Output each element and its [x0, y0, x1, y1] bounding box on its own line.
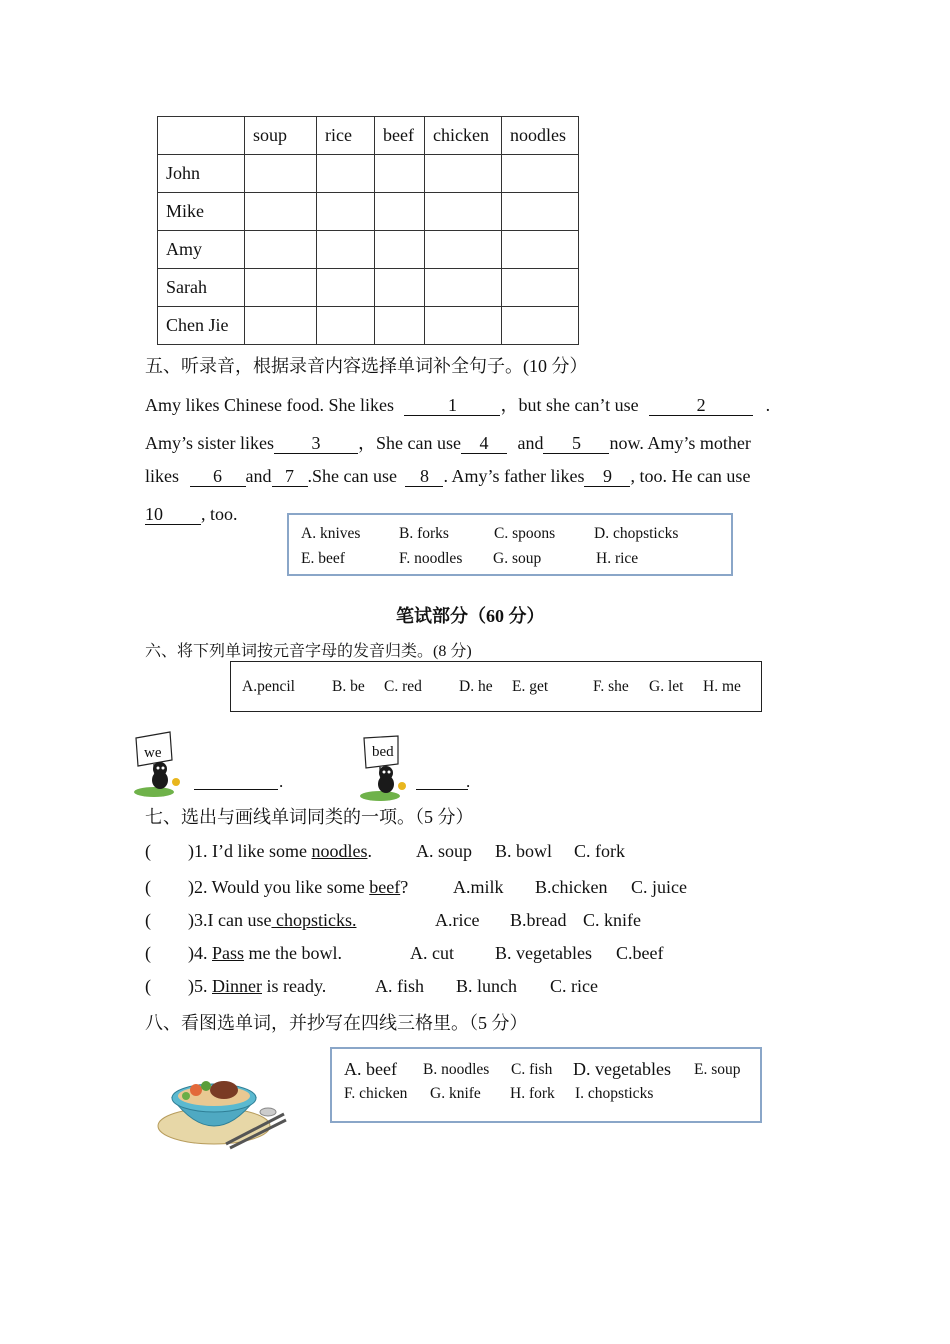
section7-title: 七、选出与画线单词同类的一项。（5 分）	[145, 807, 474, 827]
choice-c[interactable]: C. juice	[631, 877, 687, 897]
q-text	[188, 910, 356, 931]
q-text	[188, 841, 372, 862]
table-cell[interactable]	[502, 307, 579, 345]
table-cell[interactable]	[425, 155, 502, 193]
choice-a[interactable]: A. cut	[410, 943, 454, 963]
choice-b[interactable]: B. vegetables	[495, 943, 592, 963]
text: Amy’s sister likes	[145, 433, 274, 453]
option: C. red	[384, 678, 422, 695]
cat-sign-we	[132, 730, 192, 800]
option: A. knives	[301, 525, 361, 542]
text: me the bowl.	[244, 943, 342, 963]
text: . Amy’s father likes	[443, 466, 585, 486]
table-header-cell: beef	[375, 117, 425, 155]
section5-line1	[145, 391, 770, 417]
paren: (	[145, 910, 151, 930]
section5-options-box	[287, 513, 733, 576]
text: ?	[400, 877, 409, 897]
paren: (	[145, 841, 151, 861]
answer-line-1[interactable]	[194, 773, 278, 790]
blank-2[interactable]: 2	[649, 395, 753, 416]
text: .	[367, 841, 372, 861]
row-label: John	[158, 155, 245, 193]
underlined-word: beef	[369, 877, 401, 897]
text: )3.I can use	[188, 910, 272, 930]
underlined-word: Dinner	[212, 976, 262, 996]
option: B. noodles	[423, 1061, 490, 1078]
option: F. chicken	[344, 1085, 408, 1102]
option: I. chopsticks	[575, 1085, 654, 1102]
table-cell[interactable]	[425, 193, 502, 231]
question-4	[145, 943, 664, 964]
blank-8[interactable]: 8	[405, 466, 443, 487]
choice-b[interactable]: B.chicken	[535, 877, 608, 897]
table-cell[interactable]	[317, 307, 375, 345]
table-row	[158, 155, 579, 193]
table-cell[interactable]	[425, 231, 502, 269]
text: )5.	[188, 976, 212, 996]
question-1	[145, 841, 625, 862]
row-label: Sarah	[158, 269, 245, 307]
cat-holding-sign-icon	[132, 730, 192, 800]
paren: (	[145, 877, 151, 897]
table-header-cell: chicken	[425, 117, 502, 155]
option: E. get	[512, 678, 549, 695]
sign-word-we: we	[144, 745, 162, 761]
paren: (	[145, 943, 151, 963]
table-cell[interactable]	[375, 193, 425, 231]
option: E. soup	[694, 1061, 741, 1078]
table-row	[158, 231, 579, 269]
answer-line-2[interactable]	[416, 772, 471, 791]
option: C. spoons	[494, 525, 556, 542]
table-header-cell: rice	[317, 117, 375, 155]
q-text	[188, 976, 326, 997]
option: D. chopsticks	[594, 525, 679, 542]
text: , too. He can use	[630, 466, 751, 486]
text: Amy likes Chinese food. She likes	[145, 395, 394, 415]
table-row	[158, 193, 579, 231]
option: F. noodles	[399, 550, 463, 567]
option: G. let	[649, 678, 684, 695]
text: .	[765, 395, 771, 415]
section6-title: 六、将下列单词按元音字母的发音归类。(8 分)	[145, 643, 472, 660]
choice-a[interactable]: A.rice	[435, 910, 480, 930]
option: H. me	[703, 678, 741, 695]
text: ，but she can’t use	[500, 395, 639, 415]
text: is ready.	[261, 976, 327, 996]
section5-line3	[145, 466, 750, 487]
table-cell[interactable]	[245, 231, 317, 269]
choice-a[interactable]: A. fish	[375, 976, 424, 996]
table-cell[interactable]	[425, 307, 502, 345]
option: D. he	[459, 678, 493, 695]
text: ，She can use	[358, 433, 461, 453]
noodle-bowl-icon	[156, 1058, 288, 1150]
blank-9[interactable]: 9	[584, 466, 630, 487]
blank-4[interactable]: 4	[461, 433, 507, 454]
table-cell[interactable]	[317, 231, 375, 269]
table-row	[158, 269, 579, 307]
text: .She can use	[307, 466, 397, 486]
section5-line2	[145, 429, 751, 455]
section6-options-box	[230, 661, 762, 712]
underlined-word: chopsticks.	[271, 910, 357, 930]
section8-options-box	[330, 1047, 762, 1123]
text: and	[245, 466, 272, 486]
table-header-cell	[158, 117, 245, 155]
row-label: Mike	[158, 193, 245, 231]
choice-c[interactable]: C. knife	[583, 910, 641, 930]
table-cell[interactable]	[375, 231, 425, 269]
table-cell[interactable]	[502, 155, 579, 193]
text: , too.	[201, 504, 238, 524]
choice-a[interactable]: A.milk	[453, 877, 504, 897]
section5-line4	[145, 504, 238, 525]
text: )4.	[188, 943, 212, 963]
row-label: Chen Jie	[158, 307, 245, 345]
option: B. forks	[399, 525, 449, 542]
choice-c[interactable]: C.beef	[616, 943, 664, 963]
paren: (	[145, 976, 151, 996]
sign-word-bed: bed	[372, 744, 394, 760]
table-cell[interactable]	[502, 269, 579, 307]
blank-7[interactable]: 7	[272, 466, 308, 487]
question-3	[145, 910, 641, 931]
choice-b[interactable]: B. lunch	[456, 976, 517, 996]
question-2	[145, 877, 687, 898]
table-header-row	[158, 117, 579, 155]
underlined-word: noodles	[311, 841, 368, 861]
noodle-bowl-image	[156, 1058, 288, 1150]
text: now. Amy’s mother	[609, 433, 751, 453]
option: E. beef	[301, 550, 345, 567]
section5-title: 五、听录音，根据录音内容选择单词补全句子。(10 分）	[145, 356, 588, 376]
underlined-word: Pass	[212, 943, 245, 963]
table-cell[interactable]	[375, 269, 425, 307]
table-cell[interactable]	[375, 307, 425, 345]
text: likes	[145, 466, 179, 486]
table-cell[interactable]	[245, 193, 317, 231]
table-cell[interactable]	[317, 155, 375, 193]
table-cell[interactable]	[317, 193, 375, 231]
period: .	[279, 772, 284, 791]
blank-10[interactable]: 10	[145, 504, 201, 525]
option: G. knife	[430, 1085, 481, 1102]
row-label: Amy	[158, 231, 245, 269]
table-row	[158, 307, 579, 345]
period: .	[466, 772, 471, 791]
option: H. fork	[510, 1085, 555, 1102]
table-cell[interactable]	[425, 269, 502, 307]
table-cell[interactable]	[245, 307, 317, 345]
option: C. fish	[511, 1061, 553, 1078]
choice-a[interactable]: A. soup	[416, 841, 473, 861]
table-cell[interactable]	[245, 155, 317, 193]
table-header-cell: noodles	[502, 117, 579, 155]
table-cell[interactable]	[317, 269, 375, 307]
section8-title: 八、看图选单词，并抄写在四线三格里。（5 分）	[145, 1013, 528, 1033]
blank-1[interactable]: 1	[404, 395, 500, 416]
choice-c[interactable]: C. fork	[574, 841, 625, 861]
option: F. she	[593, 678, 629, 695]
q-text	[188, 877, 408, 898]
text: )1. I’d like some	[188, 841, 312, 861]
option: D. vegetables	[573, 1059, 671, 1079]
text: )2. Would you like some	[188, 877, 370, 897]
food-table	[157, 116, 579, 345]
choice-c[interactable]: C. rice	[550, 976, 598, 996]
blank-3[interactable]: 3	[274, 433, 358, 454]
choice-b[interactable]: B.bread	[510, 910, 567, 930]
q-text	[188, 943, 342, 964]
option: B. be	[332, 678, 365, 695]
table-cell[interactable]	[502, 231, 579, 269]
table-header-cell: soup	[245, 117, 317, 155]
blank-6[interactable]: 6	[190, 466, 246, 487]
table-cell[interactable]	[245, 269, 317, 307]
option: G. soup	[493, 550, 542, 567]
option: A.pencil	[242, 678, 295, 695]
option: H. rice	[596, 550, 639, 567]
question-5	[145, 976, 598, 997]
blank-5[interactable]: 5	[543, 433, 609, 454]
text: and	[517, 433, 544, 453]
option: A. beef	[344, 1059, 397, 1079]
table-cell[interactable]	[375, 155, 425, 193]
written-part-title: 笔试部分（60 分）	[396, 606, 545, 626]
choice-b[interactable]: B. bowl	[495, 841, 553, 861]
table-cell[interactable]	[502, 193, 579, 231]
